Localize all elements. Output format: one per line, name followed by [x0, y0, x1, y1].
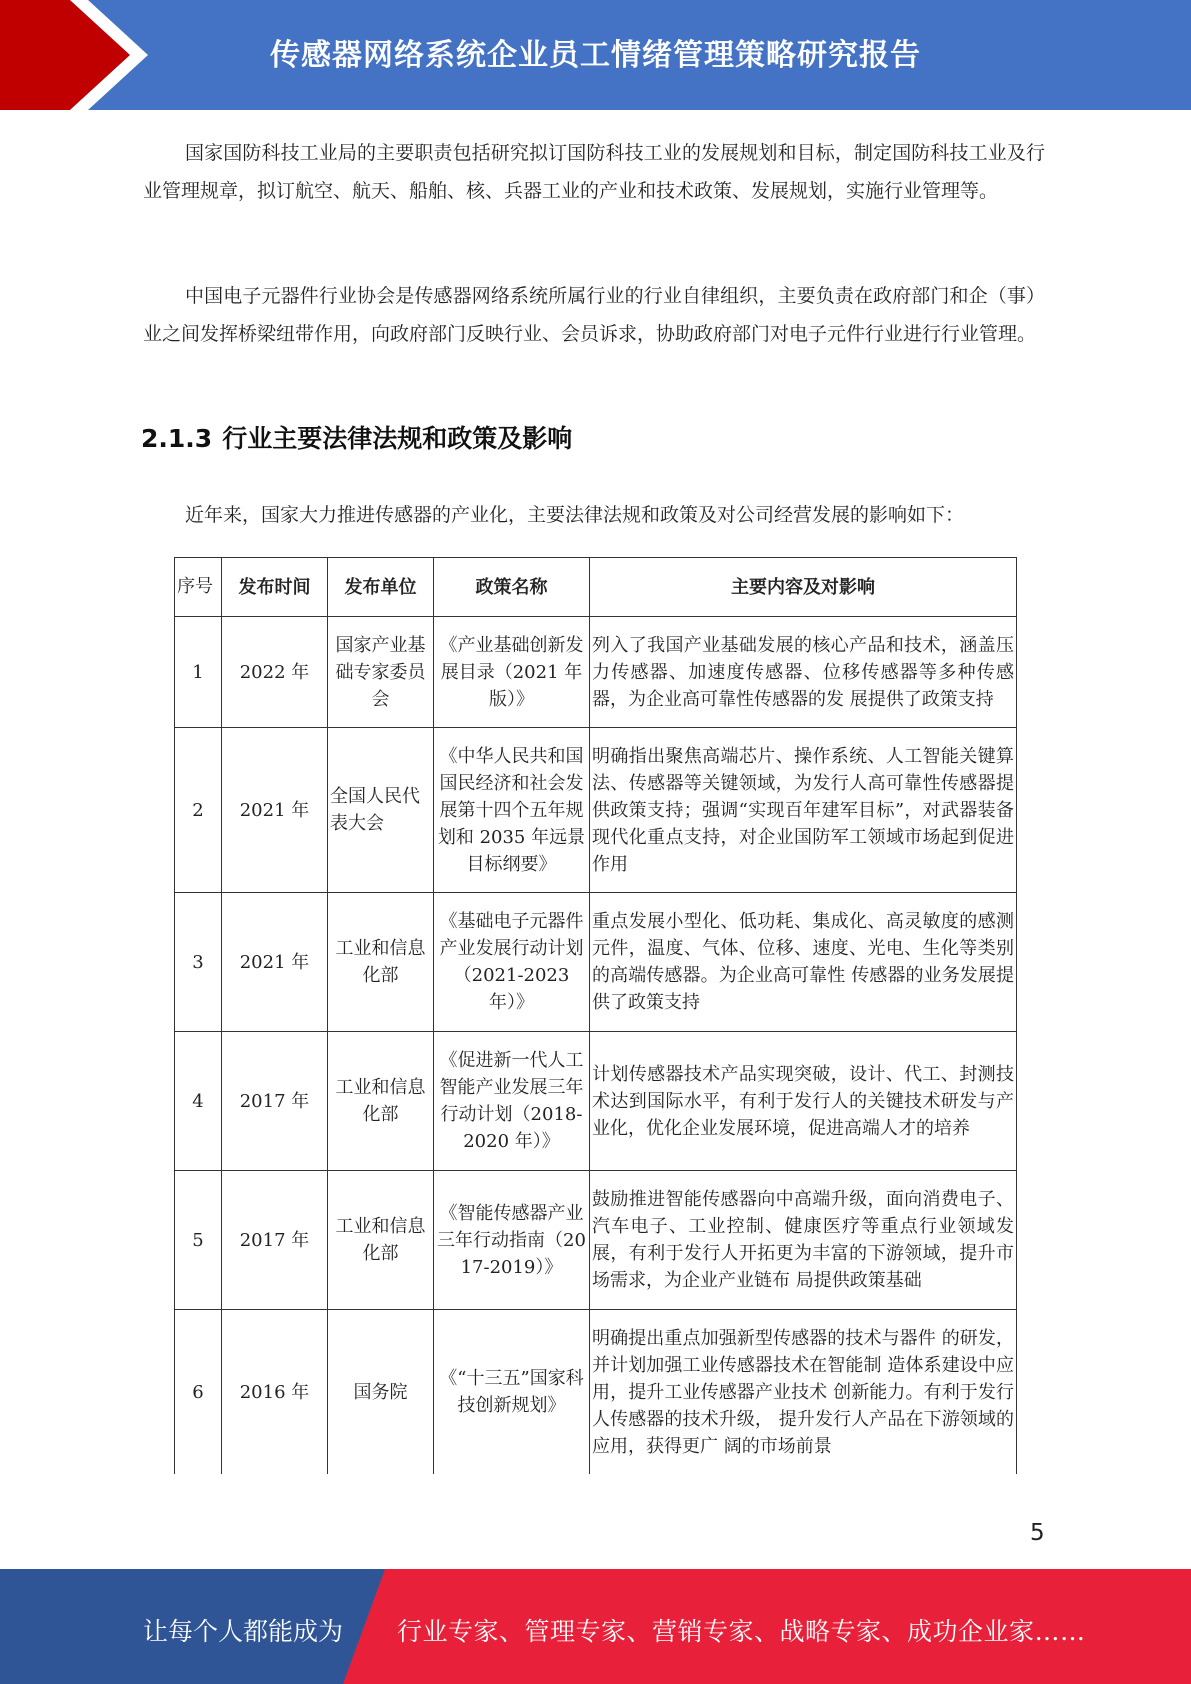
footer-slogan-right: 行业专家、管理专家、营销专家、战略专家、成功企业家……	[397, 1617, 1086, 1646]
cell-content: 鼓励推进智能传感器向中高端升级，面向消费电子、汽车电子、工业控制、健康医疗等重点行业领域发展，有利于发行人开拓更为丰富的下游领域，提升市场需求，为企业产业链布 局提供政策基础	[590, 1171, 1017, 1310]
chevron-arrow-icon	[0, 0, 160, 110]
cell-policy: 《智能传感器产业三年行动指南（2017-2019）》	[434, 1171, 590, 1310]
cell-no: 3	[175, 893, 222, 1032]
table-row	[175, 728, 1017, 893]
section-number: 2.1.3	[141, 424, 213, 453]
page-number: 5	[1030, 1520, 1045, 1546]
cell-no: 4	[175, 1032, 222, 1171]
cell-date: 2017 年	[222, 1032, 328, 1171]
cell-date: 2017 年	[222, 1171, 328, 1310]
cell-date: 2021 年	[222, 893, 328, 1032]
cell-issuer: 国家产业基础专家委员会	[328, 617, 434, 728]
cell-content: 重点发展小型化、低功耗、集成化、高灵敏度的感测元件，温度、气体、位移、速度、光电、生化等类别的高端传感器。为企业高可靠性 传感器的业务发展提供了政策支持	[590, 893, 1017, 1032]
page-footer	[0, 1569, 1191, 1684]
cell-date: 2022 年	[222, 617, 328, 728]
cell-policy: 《基础电子元器件产业发展行动计划（2021-2023 年）》	[434, 893, 590, 1032]
cell-issuer: 全国人民代表大会	[328, 728, 434, 893]
table-row	[175, 1032, 1017, 1171]
header-policy: 政策名称	[434, 558, 590, 617]
cell-content: 明确指出聚焦高端芯片、操作系统、人工智能关键算法、传感器等关键领域，为发行人高可靠性传感器提供政策支持；强调“实现百年建军目标”，对武器装备现代化重点支持，对企业国防军工领域市场起到促进作用	[590, 728, 1017, 893]
cell-issuer: 工业和信息化部	[328, 1032, 434, 1171]
cell-date: 2016 年	[222, 1310, 328, 1475]
header-date: 发布时间	[222, 558, 328, 617]
header-no: 序号	[175, 558, 222, 617]
cell-policy: 《“十三五”国家科技创新规划》	[434, 1310, 590, 1475]
cell-content: 计划传感器技术产品实现突破，设计、代工、封测技术达到国际水平，有利于发行人的关键技术研发与产业化，优化企业发展环境，促进高端人才的培养	[590, 1032, 1017, 1171]
cell-issuer: 工业和信息化部	[328, 1171, 434, 1310]
table-row	[175, 1310, 1017, 1475]
header-issuer: 发布单位	[328, 558, 434, 617]
page-header	[0, 0, 1191, 110]
paragraph-defense-bureau: 国家国防科技工业局的主要职责包括研究拟订国防科技工业的发展规划和目标，制定国防科技工业及行业管理规章，拟订航空、航天、船舶、核、兵器工业的产业和技术政策、发展规划，实施行业管理等。	[143, 142, 1045, 202]
cell-content: 列入了我国产业基础发展的核心产品和技术，涵盖压力传感器、加速度传感器、位移传感器等多种传感器，为企业高可靠性传感器的发 展提供了政策支持	[590, 617, 1017, 728]
table-row	[175, 1171, 1017, 1310]
cell-date: 2021 年	[222, 728, 328, 893]
table-header-row	[175, 558, 1017, 617]
cell-no: 1	[175, 617, 222, 728]
paragraph-industry-association: 中国电子元器件行业协会是传感器网络系统所属行业的行业自律组织，主要负责在政府部门和企（事）业之间发挥桥梁纽带作用，向政府部门反映行业、会员诉求，协助政府部门对电子元件行业进行行业管理。	[143, 285, 1045, 345]
cell-policy: 《促进新一代人工智能产业发展三年行动计划（2018-2020 年）》	[434, 1032, 590, 1171]
table-row	[175, 893, 1017, 1032]
cell-policy: 《中华人民共和国国民经济和社会发展第十四个五年规划和 2035 年远景目标纲要》	[434, 728, 590, 893]
cell-issuer: 工业和信息化部	[328, 893, 434, 1032]
cell-content: 明确提出重点加强新型传感器的技术与器件 的研发，并计划加强工业传感器技术在智能制 造体系建设中应用，提升工业传感器产业技术 创新能力。有利于发行人传感器的技术升级， 提升发行人产品在下游领域的应用，获得更广 阔的市场前景	[590, 1310, 1017, 1475]
report-title: 传感器网络系统企业员工情绪管理策略研究报告	[270, 38, 921, 73]
header-content: 主要内容及对影响	[590, 558, 1017, 617]
cell-no: 6	[175, 1310, 222, 1475]
section-heading	[141, 419, 572, 455]
table-intro: 近年来，国家大力推进传感器的产业化，主要法律法规和政策及对公司经营发展的影响如下：	[185, 504, 965, 526]
section-title: 行业主要法律法规和政策及影响	[222, 424, 573, 453]
footer-slogan-left: 让每个人都能成为	[143, 1617, 344, 1646]
cell-policy: 《产业基础创新发展目录（2021 年版）》	[434, 617, 590, 728]
policy-table	[174, 557, 1017, 1474]
cell-issuer: 国务院	[328, 1310, 434, 1475]
table-row	[175, 617, 1017, 728]
cell-no: 2	[175, 728, 222, 893]
cell-no: 5	[175, 1171, 222, 1310]
